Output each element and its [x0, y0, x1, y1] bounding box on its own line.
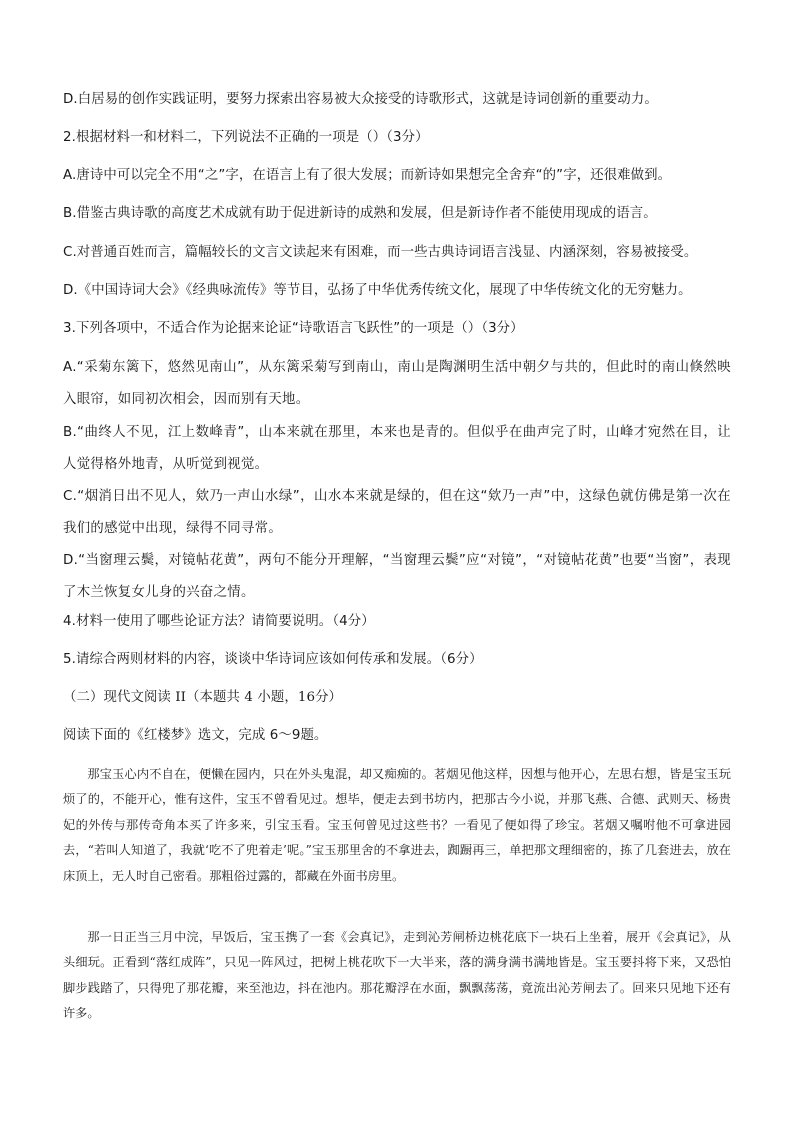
- section-heading: （二）现代文阅读 II（本题共 4 小题，16分）: [63, 690, 343, 705]
- q2-option-d: D.《中国诗词大会》《经典咏流传》等节目，弘扬了中华优秀传统文化，展现了中华传统文化的无穷魅力。: [63, 283, 692, 298]
- option-d-prev: D.白居易的创作实践证明，要努力探索出容易被大众接受的诗歌形式，这就是诗词创新的重要动力。: [63, 92, 658, 107]
- reading-instruction: 阅读下面的《红楼梦》选文，完成 6～9题。: [63, 728, 328, 743]
- q3-option-c: C.“烟消日出不见人，欸乃一声山水绿”，山水本来就是绿的，但在这“欸乃一声”中，这绿色就仿佛是第一次在我们的感觉中出现，绿得不同寻常。: [63, 489, 731, 536]
- q3-option-b: B.“曲终人不见，江上数峰青”，山本来就在那里，本来也是青的。但似乎在曲声完了时，山峰才宛然在目，让人觉得格外地青，从听觉到视觉。: [63, 425, 731, 472]
- q2-option-c: C.对普通百姓而言，篇幅较长的文言文读起来有困难，而一些古典诗词语言浅显、内涵深刻，容易被接受。: [63, 245, 698, 260]
- q3-option-a: A.“采菊东篱下，悠然见南山”，从东篱采菊写到南山，南山是陶渊明生活中朝夕与共的，但此时的南山倏然映入眼帘，如同初次相会，因而别有天地。: [63, 360, 731, 407]
- q2-option-b: B.借鉴古典诗歌的高度艺术成就有助于促进新诗的成熟和发展，但是新诗作者不能使用现成的语言。: [63, 206, 657, 221]
- question-2: 2.根据材料一和材料二，下列说法不正确的一项是（）（3分）: [63, 130, 429, 145]
- question-3: 3.下列各项中，不适合作为论据来论证“诗歌语言飞跃性”的一项是（）（3分）: [63, 321, 524, 336]
- passage-paragraph-2: 那一日正当三月中浣，早饭后，宝玉携了一套《会真记》，走到沁芳闸桥边桃花底下一块石上坐着，展开《会真记》，从头细玩。正看到“落红成阵”，只见一阵风过，把树上桃花吹下一大半来，落的满身满书满地皆是。宝玉要抖将下来，又恐怕脚步践踏了，只得兜了那花瓣，来至池边，抖在池内。那花瓣浮在水面，飘飘荡荡，竟流出沁芳闸去了。回来只见地下还有许多。: [63, 930, 731, 1021]
- question-5: 5.请综合两则材料的内容，谈谈中华诗词应该如何传承和发展。（6分）: [63, 652, 483, 667]
- q2-option-a: A.唐诗中可以完全不用“之”字，在语言上有了很大发展；而新诗如果想完全舍弃“的”字，还很难做到。: [63, 168, 672, 183]
- passage-paragraph-1: 那宝玉心内不自在，便懒在园内，只在外头鬼混，却又痴痴的。茗烟见他这样，因想与他开心，左思右想，皆是宝玉玩烦了的，不能开心，惟有这件，宝玉不曾看见过。想毕，便走去到书坊内，把那古今小说，并那飞燕、合德、武则天、杨贵妃的外传与那传奇角本买了许多来，引宝玉看。宝玉何曾见过这些书？一看见了便如得了珍宝。茗烟又嘱咐他不可拿进园去，“若叫人知道了，我就‘吃不了兜着走’呢。”宝玉那里舍的不拿进去，踟蹰再三，单把那文理细密的，拣了几套进去，放在床顶上，无人时自己密看。那粗俗过露的，都藏在外面书房里。: [63, 767, 731, 883]
- question-4: 4.材料一使用了哪些论证方法？请简要说明。（4分）: [63, 614, 375, 629]
- q3-option-d: D.“当窗理云鬓，对镜帖花黄”，两句不能分开理解，“当窗理云鬓”应“对镜”，“对镜帖花黄”也要“当窗”，表现了木兰恢复女儿身的兴奋之情。: [63, 553, 731, 600]
